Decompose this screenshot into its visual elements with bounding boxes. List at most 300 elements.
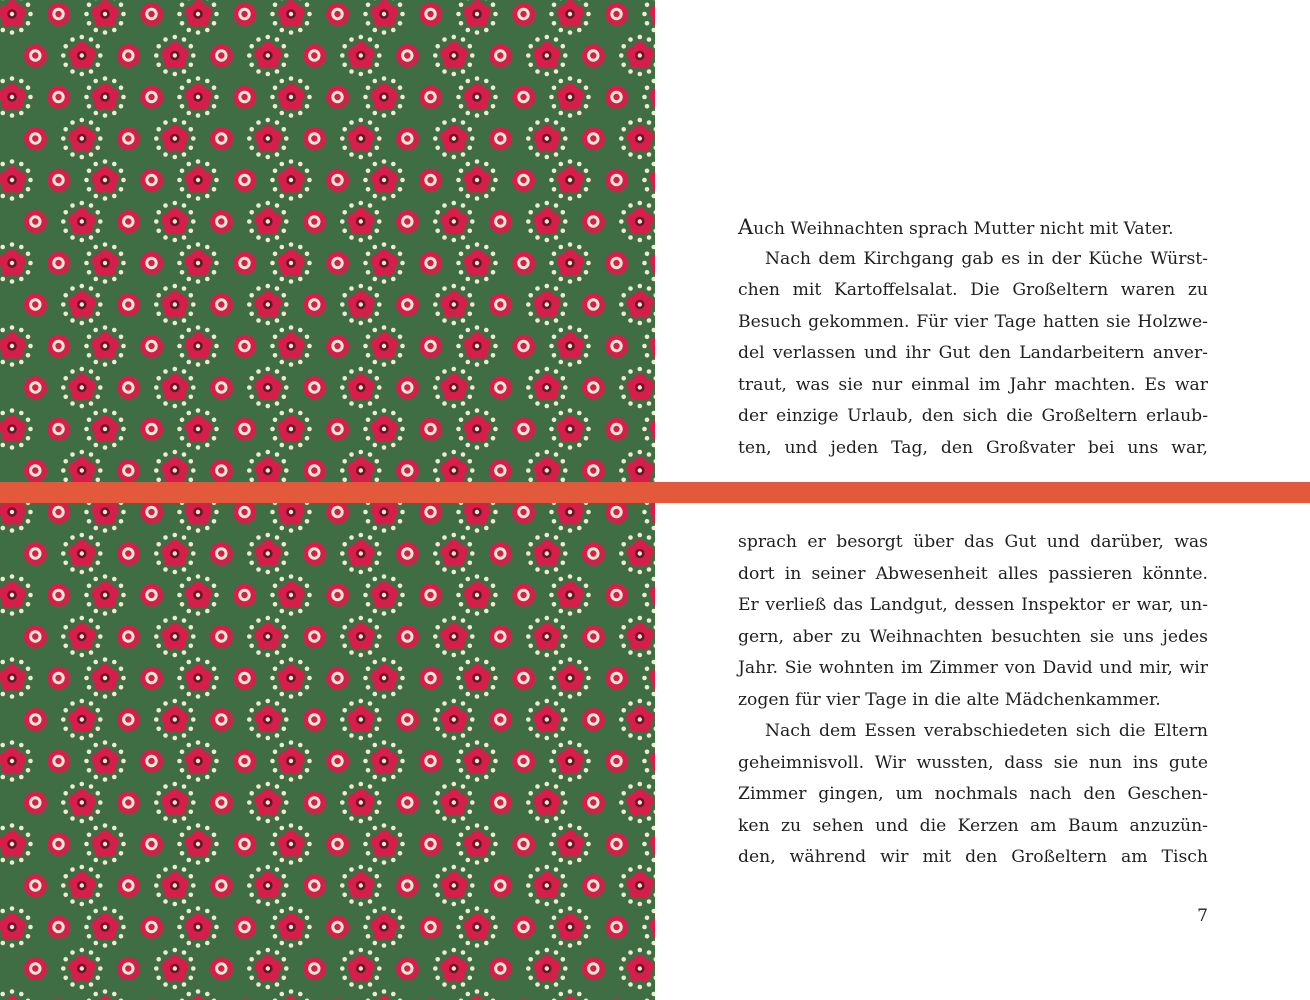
pattern-dot (80, 533, 85, 538)
pattern-dot (568, 408, 573, 413)
pattern-dot (647, 369, 652, 374)
pattern-dot (491, 270, 496, 275)
pattern-dot (466, 162, 471, 167)
pattern-dot (163, 867, 168, 872)
pattern-dot (205, 28, 210, 33)
pattern-dot (528, 561, 533, 566)
line-text: ken zu sehen und die Kerzen am Baum anzuzün- (738, 815, 1208, 836)
pattern-dot (273, 86, 278, 91)
pattern-dot (491, 436, 496, 441)
pattern-dot (584, 335, 589, 340)
pattern-dot (535, 982, 540, 987)
pattern-dot (156, 976, 161, 981)
pattern-dot (273, 252, 278, 257)
pattern-dot (459, 104, 464, 109)
pattern-dot (645, 270, 650, 275)
pattern-dot (10, 279, 15, 284)
pattern-dot (391, 411, 396, 416)
pattern-dot (528, 791, 533, 796)
ring-motif (47, 169, 70, 192)
pattern-dot (491, 519, 496, 524)
pattern-dot (112, 743, 117, 748)
pattern-dot (163, 318, 168, 323)
pattern-dot (442, 37, 447, 42)
pattern-dot (647, 286, 652, 291)
pattern-dot (214, 842, 219, 847)
ring-motif (117, 459, 140, 482)
pattern-dot (96, 210, 101, 215)
pattern-dot (84, 676, 89, 681)
pattern-dot (96, 708, 101, 713)
pattern-dot (26, 602, 31, 607)
pattern-dot (545, 948, 550, 953)
pattern-dot (96, 791, 101, 796)
pattern-dot (461, 899, 466, 904)
pattern-dot (84, 842, 89, 847)
pattern-dot (80, 367, 85, 372)
pattern-dot (377, 136, 382, 141)
pattern-dot (187, 743, 192, 748)
pattern-dot (549, 593, 554, 598)
pattern-dot (256, 452, 261, 457)
text-line (738, 842, 1208, 874)
pattern-dot (270, 759, 275, 764)
pattern-dot (468, 644, 473, 649)
pattern-dot (212, 436, 217, 441)
pattern-dot (289, 242, 294, 247)
pattern-dot (459, 252, 464, 257)
pattern-dot (87, 584, 92, 589)
pattern-dot (93, 577, 98, 582)
pattern-dot (177, 593, 182, 598)
pattern-dot (282, 810, 287, 815)
pattern-dot (89, 37, 94, 42)
pattern-dot (1, 941, 6, 946)
pattern-dot (98, 136, 103, 141)
pattern-dot (305, 169, 310, 174)
pattern-dot (103, 943, 108, 948)
ring-motif (605, 418, 628, 441)
pattern-dot (528, 957, 533, 962)
pattern-dot (647, 618, 652, 623)
pattern-dot (205, 858, 210, 863)
pattern-dot (366, 667, 371, 672)
pattern-dot (121, 178, 126, 183)
pattern-dot (273, 270, 278, 275)
pattern-dot (119, 104, 124, 109)
pattern-dot (289, 528, 294, 533)
pattern-dot (156, 63, 161, 68)
pattern-dot (645, 667, 650, 672)
pattern-dot (19, 692, 24, 697)
pattern-dot (177, 842, 182, 847)
pattern-dot (275, 203, 280, 208)
pattern-dot (182, 235, 187, 240)
pattern-dot (628, 733, 633, 738)
pattern-dot (0, 826, 5, 831)
pattern-dot (249, 791, 254, 796)
pattern-dot (584, 252, 589, 257)
pattern-dot (568, 989, 573, 994)
pattern-dot (256, 982, 261, 987)
pattern-dot (305, 602, 310, 607)
ring-motif (605, 750, 628, 773)
pattern-dot (19, 328, 24, 333)
pattern-dot (189, 395, 194, 400)
pattern-dot (528, 210, 533, 215)
pattern-dot (577, 826, 582, 831)
pattern-dot (452, 450, 457, 455)
pattern-dot (545, 533, 550, 538)
pattern-dot (647, 401, 652, 406)
pattern-dot (247, 219, 252, 224)
pattern-dot (442, 784, 447, 789)
pattern-dot (363, 12, 368, 17)
pattern-dot (307, 12, 312, 17)
pattern-dot (535, 950, 540, 955)
pattern-dot (554, 318, 559, 323)
pattern-dot (305, 934, 310, 939)
pattern-dot (568, 657, 573, 662)
pattern-dot (549, 510, 554, 515)
pattern-dot (212, 602, 217, 607)
pattern-dot (526, 385, 531, 390)
pattern-dot (196, 611, 201, 616)
pattern-dot (340, 634, 345, 639)
pattern-dot (391, 660, 396, 665)
pattern-dot (366, 685, 371, 690)
ring-motif (210, 44, 233, 67)
pattern-dot (484, 941, 489, 946)
pattern-dot (435, 727, 440, 732)
pattern-dot (212, 252, 217, 257)
pattern-dot (647, 650, 652, 655)
pattern-dot (528, 229, 533, 234)
pattern-dot (305, 187, 310, 192)
pattern-dot (103, 159, 108, 164)
pattern-dot (103, 325, 108, 330)
pattern-dot (119, 851, 124, 856)
pattern-dot (568, 76, 573, 81)
pattern-dot (121, 842, 126, 847)
pattern-dot (468, 976, 473, 981)
ring-motif (233, 86, 256, 109)
pattern-dot (163, 950, 168, 955)
pattern-dot (280, 743, 285, 748)
pattern-dot (577, 526, 582, 531)
pattern-dot (289, 657, 294, 662)
pattern-dot (363, 178, 368, 183)
pattern-dot (459, 851, 464, 856)
pattern-dot (493, 842, 498, 847)
line-text: zogen für vier Tage in die alte Mädchenkammer. (738, 689, 1161, 710)
pattern-dot (28, 593, 33, 598)
text-line (738, 590, 1208, 622)
pattern-dot (28, 510, 33, 515)
pattern-dot (280, 660, 285, 665)
pattern-dot (561, 395, 566, 400)
pattern-dot (275, 650, 280, 655)
pattern-dot (491, 85, 496, 90)
pattern-dot (366, 187, 371, 192)
pattern-dot (205, 111, 210, 116)
pattern-dot (373, 443, 378, 448)
pattern-dot (154, 468, 159, 473)
ring-motif (512, 252, 535, 275)
pattern-dot (70, 784, 75, 789)
pattern-dot (491, 934, 496, 939)
pattern-dot (273, 916, 278, 921)
pattern-dot (366, 519, 371, 524)
page-number: 7 (1197, 906, 1208, 926)
pattern-dot (182, 618, 187, 623)
pattern-dot (373, 111, 378, 116)
pattern-dot (461, 203, 466, 208)
pattern-dot (373, 660, 378, 665)
pattern-dot (61, 385, 66, 390)
pattern-dot (212, 169, 217, 174)
pattern-dot (584, 418, 589, 423)
pattern-dot (177, 759, 182, 764)
ring-motif (512, 750, 535, 773)
ring-motif (605, 169, 628, 192)
ring-motif (326, 335, 349, 358)
pattern-dot (368, 452, 373, 457)
pattern-dot (173, 985, 178, 990)
pattern-dot (468, 44, 473, 49)
pattern-dot (112, 328, 117, 333)
pattern-dot (470, 883, 475, 888)
pattern-dot (10, 408, 15, 413)
pattern-dot (256, 650, 261, 655)
pattern-dot (289, 823, 294, 828)
pattern-dot (559, 79, 564, 84)
ring-motif (117, 791, 140, 814)
pattern-dot (156, 376, 161, 381)
pattern-dot (249, 893, 254, 898)
pattern-dot (19, 743, 24, 748)
pattern-dot (280, 577, 285, 582)
pattern-dot (349, 369, 354, 374)
pattern-dot (191, 634, 196, 639)
pattern-dot (456, 676, 461, 681)
pattern-dot (561, 312, 566, 317)
pattern-dot (119, 584, 124, 589)
pattern-dot (26, 519, 31, 524)
pattern-dot (163, 784, 168, 789)
pattern-dot (298, 992, 303, 997)
text-line (738, 370, 1208, 402)
pattern-dot (554, 650, 559, 655)
pattern-dot (535, 369, 540, 374)
pattern-dot (182, 650, 187, 655)
pattern-dot (647, 152, 652, 157)
pattern-dot (642, 925, 647, 930)
pattern-dot (266, 948, 271, 953)
pattern-dot (398, 685, 403, 690)
ring-motif (489, 127, 512, 150)
pattern-dot (340, 219, 345, 224)
pattern-dot (103, 113, 108, 118)
pattern-dot (459, 418, 464, 423)
pattern-dot (93, 411, 98, 416)
pattern-dot (26, 768, 31, 773)
pattern-dot (645, 3, 650, 8)
pattern-dot (628, 816, 633, 821)
pattern-dot (305, 436, 310, 441)
line-text: gern, aber zu Weihnachten besuchten sie uns jedes (738, 626, 1208, 647)
pattern-dot (63, 791, 68, 796)
pattern-dot (189, 625, 194, 630)
ring-motif (326, 750, 349, 773)
pattern-dot (452, 238, 457, 243)
pattern-dot (359, 118, 364, 123)
pattern-dot (647, 816, 652, 821)
ring-motif (326, 3, 349, 26)
pattern-dot (298, 411, 303, 416)
pattern-dot (189, 229, 194, 234)
pattern-dot (182, 899, 187, 904)
pattern-dot (177, 427, 182, 432)
pattern-dot (577, 411, 582, 416)
pattern-dot (212, 667, 217, 672)
pattern-dot (368, 899, 373, 904)
pattern-dot (19, 162, 24, 167)
pattern-dot (103, 362, 108, 367)
ring-motif (512, 3, 535, 26)
pattern-dot (535, 401, 540, 406)
pattern-dot (196, 30, 201, 35)
pattern-dot (70, 650, 75, 655)
pattern-dot (645, 584, 650, 589)
pattern-dot (584, 584, 589, 589)
pattern-dot (647, 235, 652, 240)
ring-motif (512, 833, 535, 856)
pattern-dot (491, 169, 496, 174)
pattern-dot (249, 644, 254, 649)
pattern-dot (189, 957, 194, 962)
pattern-dot (398, 418, 403, 423)
pattern-dot (382, 113, 387, 118)
pattern-dot (103, 611, 108, 616)
pattern-dot (528, 376, 533, 381)
pattern-dot (212, 685, 217, 690)
pattern-dot (645, 750, 650, 755)
pattern-dot (475, 528, 480, 533)
pattern-dot (84, 12, 89, 17)
pattern-dot (398, 768, 403, 773)
pattern-dot (484, 858, 489, 863)
pattern-dot (249, 127, 254, 132)
pattern-dot (163, 535, 168, 540)
pattern-dot (19, 526, 24, 531)
ring-motif (396, 791, 419, 814)
pattern-dot (647, 120, 652, 125)
pattern-dot (433, 634, 438, 639)
pattern-dot (266, 72, 271, 77)
pattern-dot (273, 335, 278, 340)
pattern-dot (398, 833, 403, 838)
pattern-dot (119, 685, 124, 690)
pattern-dot (398, 436, 403, 441)
pattern-dot (645, 436, 650, 441)
pattern-dot (205, 360, 210, 365)
pattern-dot (642, 593, 647, 598)
pattern-dot (289, 574, 294, 579)
pattern-dot (554, 701, 559, 706)
pattern-dot (119, 768, 124, 773)
pattern-dot (638, 616, 643, 621)
ring-motif (233, 252, 256, 275)
pattern-dot (89, 401, 94, 406)
pattern-dot (442, 318, 447, 323)
pattern-dot (382, 657, 387, 662)
pattern-dot (182, 318, 187, 323)
pattern-dot (433, 136, 438, 141)
pattern-dot (61, 302, 66, 307)
pattern-dot (577, 743, 582, 748)
pattern-dot (568, 694, 573, 699)
text-line (738, 212, 1208, 244)
pattern-dot (80, 284, 85, 289)
pattern-dot (561, 644, 566, 649)
pattern-dot (359, 985, 364, 990)
pattern-dot (63, 44, 68, 49)
pattern-dot (249, 312, 254, 317)
pattern-dot (491, 335, 496, 340)
pattern-dot (493, 759, 498, 764)
pattern-dot (196, 159, 201, 164)
pattern-dot (112, 162, 117, 167)
pattern-dot (266, 155, 271, 160)
pattern-dot (80, 155, 85, 160)
pattern-dot (373, 743, 378, 748)
pattern-dot (470, 219, 475, 224)
ring-motif (326, 418, 349, 441)
ring-motif (303, 542, 326, 565)
pattern-dot (645, 104, 650, 109)
pattern-dot (0, 660, 5, 665)
pattern-dot (442, 650, 447, 655)
pattern-dot (535, 567, 540, 572)
pattern-dot (382, 196, 387, 201)
pattern-dot (459, 685, 464, 690)
pattern-dot (26, 252, 31, 257)
pattern-dot (563, 634, 568, 639)
pattern-dot (442, 401, 447, 406)
pattern-dot (112, 245, 117, 250)
pattern-dot (391, 526, 396, 531)
pattern-dot (275, 950, 280, 955)
pattern-dot (545, 118, 550, 123)
pattern-dot (545, 155, 550, 160)
pattern-dot (80, 865, 85, 870)
pattern-dot (70, 235, 75, 240)
pattern-dot (26, 85, 31, 90)
pattern-dot (307, 759, 312, 764)
pattern-dot (154, 966, 159, 971)
pattern-dot (549, 842, 554, 847)
pattern-dot (554, 120, 559, 125)
text-line (738, 622, 1208, 654)
ring-motif (326, 169, 349, 192)
pattern-dot (452, 321, 457, 326)
pattern-dot (19, 111, 24, 116)
pattern-dot (273, 934, 278, 939)
pattern-dot (205, 577, 210, 582)
pattern-dot (484, 28, 489, 33)
pattern-dot (435, 874, 440, 879)
